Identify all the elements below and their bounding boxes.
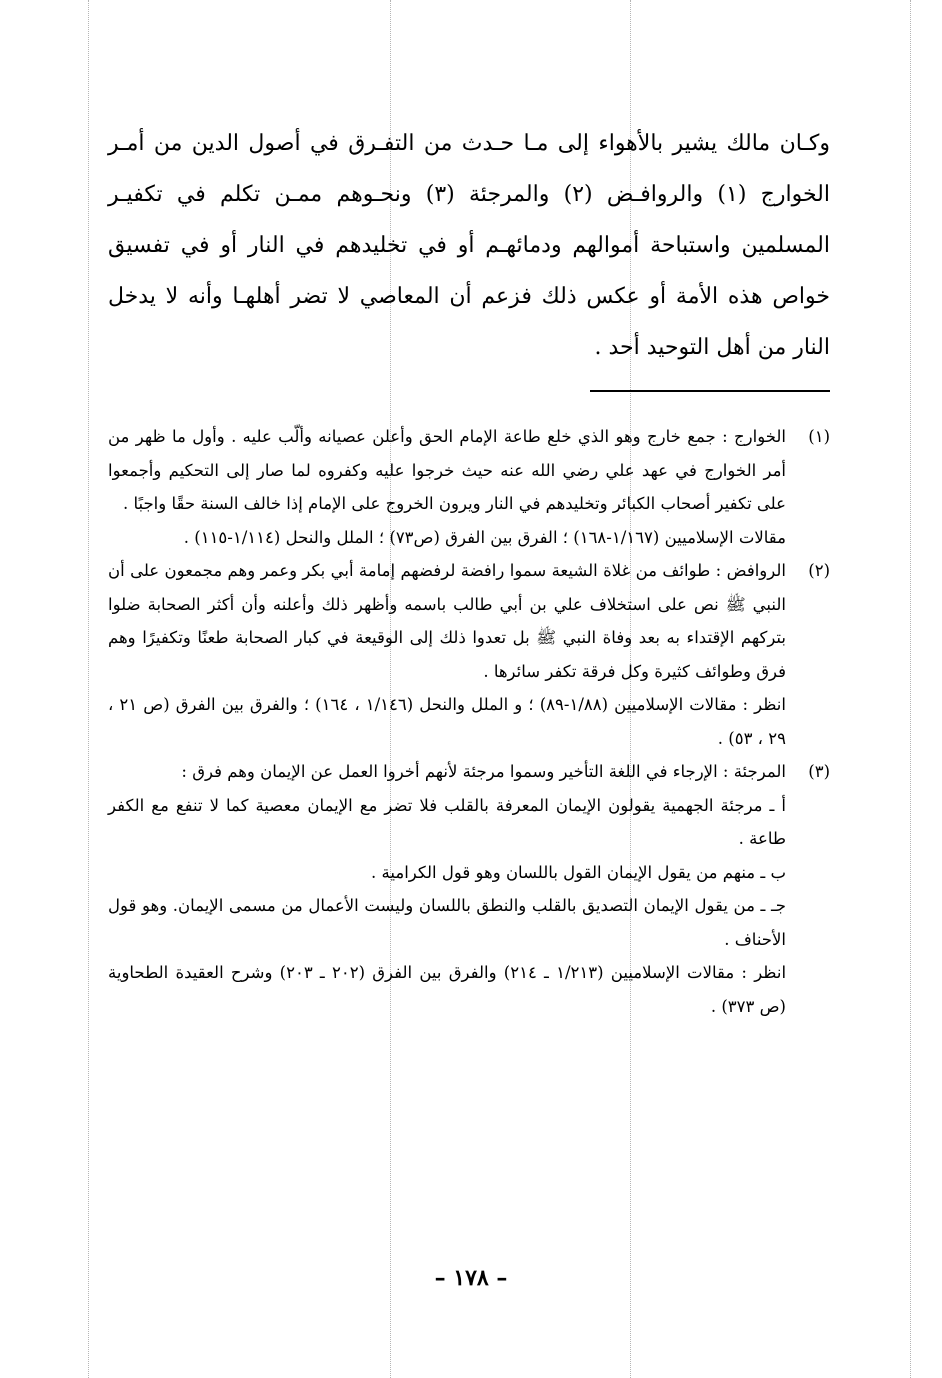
page-number: – ١٧٨ – xyxy=(434,1265,508,1291)
footnote-reference: انظر : مقالات الإسلاميين (١/٢١٣ ـ ٢١٤) والفرق بين الفرق (٢٠٢ ـ ٢٠٣) وشرح العقيدة الطحاوية (ص ٣٧٣) . xyxy=(108,963,787,1016)
main-paragraph: وكـان مالك يشير بالأهواء إلى مـا حـدث من التفـرق في أصول الدين من أمـر الخوارج (١) والروافـض (٢) والمرجئة (٣) ونحـوهم ممـن تكلم في تكفيـر المسلمين واستباحة أموالهم ودمائهـم أو في تخليدهم في النار أو في تفسيق خواص هذه الأمة أو عكس ذلك فزعم أن المعاصي لا تضر أهلهـا وأنه لا يدخل النار من أهل التوحيد أحد . xyxy=(108,131,831,360)
footnote-number: (١) xyxy=(808,427,830,446)
footnote-number: (٣) xyxy=(808,762,830,781)
footnote-line: الروافض : طوائف من غلاة الشيعة سموا رافضة لرفضهم إمامة أبي بكر وعمر وهم مجمعون على أن النبي ﷺ نص على استخلاف علي بن أبي طالب باسمه وأظهر ذلك وأعلنه وأن أكثر الصحابة ضلوا بتركهم الإقتداء به بعد وفاة النبي ﷺ بل تعدوا ذلك إلى الوقيعة في كبار الصحابة طعنًا وتكفيرًا وهم فرق وطوائف كثيرة وكل فرقة تكفر سائرها . xyxy=(108,561,786,681)
footnotes-section xyxy=(108,420,830,1023)
footnote-number: (٢) xyxy=(808,561,830,580)
main-text-block xyxy=(108,118,830,373)
footnote-line: الخوارج : جمع خارج وهو الذي خلع طاعة الإمام الحق وأعلن عصيانه وألّب عليه . وأول ما ظهر من أمر الخوارج في عهد علي رضي الله عنه حيث خرجوا عليه وكفروه لما صار إلى التحكيم وأجمعوا على تكفير أصحاب الكبائر وتخليدهم في النار ويرون الخروج على الإمام إذا خالف السنة حقًا واجبًا . xyxy=(108,427,786,513)
footnote-2 xyxy=(108,554,830,755)
scan-guide-line xyxy=(910,0,911,1378)
footnote-separator xyxy=(590,390,830,392)
footnote-reference: انظر : مقالات الإسلاميين (١/٨٨-٨٩) ؛ و الملل والنحل (١/١٤٦ ، ١٦٤) ؛ والفرق بين الفرق (ص ٢١ ، ٢٩ ، ٥٣) . xyxy=(108,695,786,748)
footnote-line: أ ـ مرجئة الجهمية يقولون الإيمان المعرفة بالقلب فلا تضر مع الإيمان معصية كما لا تنفع مع الكفر طاعة . xyxy=(108,795,786,848)
footnote-reference: مقالات الإسلاميين (١/١٦٧-١٦٨) ؛ الفرق بين الفرق (ص٧٣) ؛ الملل والنحل (١/١١٤-١١٥) . xyxy=(183,527,786,547)
footnote-3 xyxy=(108,755,830,1023)
footnote-line: المرجئة : الإرجاء في اللغة التأخير وسموا مرجئة لأنهم أخروا العمل عن الإيمان وهم فرق : xyxy=(181,762,786,781)
footnote-line: ب ـ منهم من يقول الإيمان القول باللسان وهو قول الكرامية . xyxy=(371,862,786,882)
footnote-1 xyxy=(108,420,830,554)
footnote-line: جـ ـ من يقول الإيمان التصديق بالقلب والنطق باللسان وليست الأعمال من مسمى الإيمان. وهو قول الأحناف . xyxy=(108,896,786,949)
scan-guide-line xyxy=(88,0,89,1378)
